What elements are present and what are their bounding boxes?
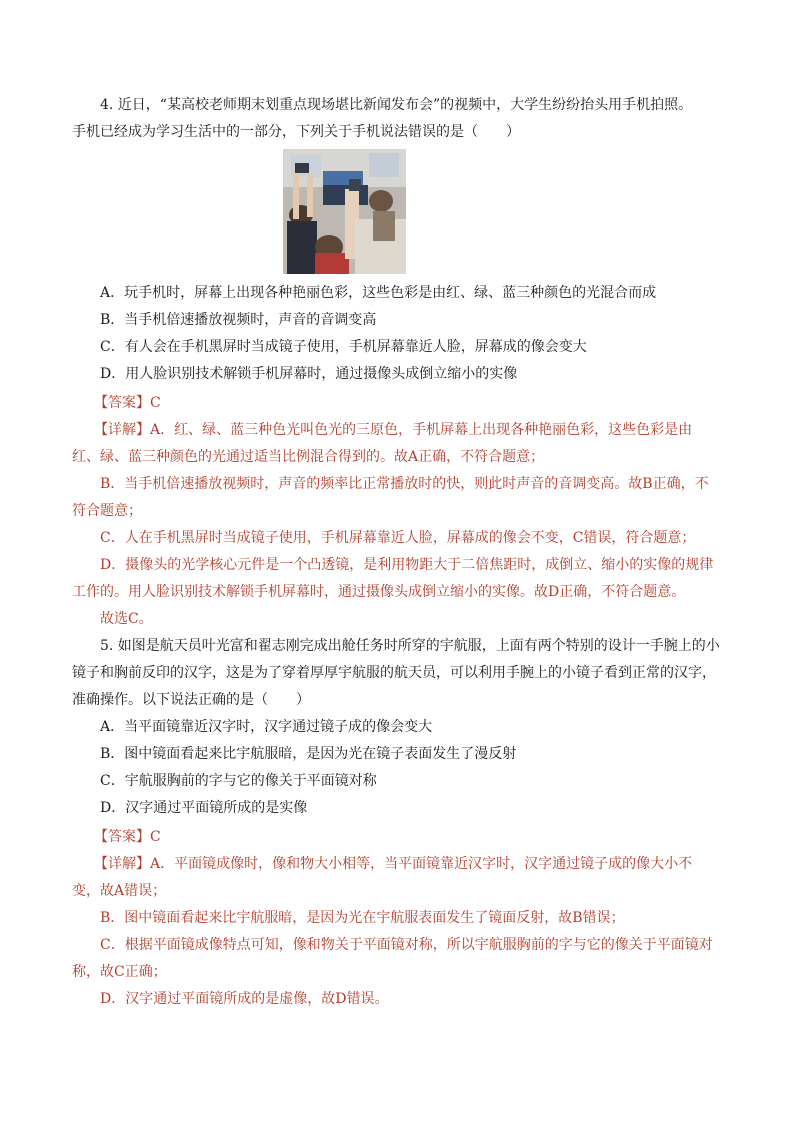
q5-detail-tag: 【详解】 — [94, 856, 150, 872]
q5-option-a: A．当平面镜靠近汉字时，汉字通过镜子成的像会变大 — [100, 719, 433, 735]
q5-option-d: D．汉字通过平面镜所成的是实像 — [100, 800, 308, 816]
q4-detail-d-line-2: 工作的。用人脸识别技术解锁手机屏幕时，通过摄像头成倒立缩小的实像。故D正确，不符合题意。 — [72, 584, 686, 600]
classroom-phone-photo — [283, 149, 406, 274]
q5-stem-line-1: 5. 如图是航天员叶光富和翟志刚完成出舱任务时所穿的宇航服，上面有两个特别的设计一手腕上的小 — [100, 638, 720, 654]
q4-detail-b-line-1: B．当手机倍速播放视频时，声音的频率比正常播放时的快，则此时声音的音调变高。故B正确，不 — [100, 476, 709, 492]
q5-stem-line-2: 镜子和胸前反印的汉字，这是为了穿着厚厚宇航服的航天员，可以利用手腕上的小镜子看到正常的汉字， — [72, 665, 716, 681]
q4-stem-line-1: 4. 近日，“某高校老师期末划重点现场堪比新闻发布会”的视频中，大学生纷纷抬头用手机拍照。 — [100, 97, 693, 113]
q4-detail-d-line-1: D．摄像头的光学核心元件是一个凸透镜，是利用物距大于二倍焦距时，成倒立、缩小的实像的规律 — [100, 557, 714, 573]
q5-answer-line — [94, 827, 161, 847]
q4-detail-a-line-1 — [94, 420, 692, 440]
q5-detail-d: D．汉字通过平面镜所成的是虚像，故D错误。 — [100, 991, 389, 1007]
q5-stem-line-3: 准确操作。以下说法正确的是（ ） — [72, 692, 310, 708]
q4-option-d: D．用人脸识别技术解锁手机屏幕时，通过摄像头成倒立缩小的实像 — [100, 366, 518, 382]
q5-detail-b: B．图中镜面看起来比宇航服暗，是因为光在宇航服表面发生了镜面反射，故B错误； — [100, 910, 625, 926]
q4-detail-a-text-1: A．红、绿、蓝三种色光叫色光的三原色，手机屏幕上出现各种艳丽色彩，这些色彩是由 — [150, 422, 693, 438]
q5-detail-a-line-2: 变，故A错误； — [72, 883, 167, 899]
q4-detail-c: C．人在手机黑屏时当成镜子使用，手机屏幕靠近人脸，屏幕成的像会不变，C错误，符合题意； — [100, 530, 696, 546]
classroom-photo-illustration — [283, 149, 406, 274]
q5-option-b: B．图中镜面看起来比宇航服暗，是因为光在镜子表面发生了漫反射 — [100, 746, 517, 762]
q4-option-b: B．当手机倍速播放视频时，声音的音调变高 — [100, 312, 377, 328]
q4-answer-value: C — [150, 395, 161, 411]
q5-option-c: C．宇航服胸前的字与它的像关于平面镜对称 — [100, 773, 377, 789]
q4-option-c: C．有人会在手机黑屏时当成镜子使用，手机屏幕靠近人脸，屏幕成的像会变大 — [100, 339, 587, 355]
q5-detail-c-line-2: 称，故C正确； — [72, 964, 167, 980]
q4-stem-line-2: 手机已经成为学习生活中的一部分，下列关于手机说法错误的是（ ） — [72, 124, 520, 140]
q4-answer-line — [94, 393, 161, 413]
q5-answer-value: C — [150, 829, 161, 845]
q5-answer-tag: 【答案】 — [94, 829, 150, 845]
q4-option-a: A．玩手机时，屏幕上出现各种艳丽色彩，这些色彩是由红、绿、蓝三种颜色的光混合而成 — [100, 285, 657, 301]
q4-detail-a-line-2: 红、绿、蓝三种颜色的光通过适当比例混合得到的。故A正确，不符合题意； — [72, 449, 545, 465]
q5-detail-c-line-1: C．根据平面镜成像特点可知，像和物关于平面镜对称，所以宇航服胸前的字与它的像关于平面镜对 — [100, 937, 713, 953]
q5-detail-a-text-1: A．平面镜成像时，像和物大小相等，当平面镜靠近汉字时，汉字通过镜子成的像大小不 — [150, 856, 693, 872]
q4-answer-tag: 【答案】 — [94, 395, 150, 411]
q4-detail-tag: 【详解】 — [94, 422, 150, 438]
q5-detail-a-line-1 — [94, 854, 692, 874]
q4-detail-b-line-2: 符合题意； — [72, 503, 142, 519]
q4-conclusion: 故选C。 — [100, 611, 153, 627]
